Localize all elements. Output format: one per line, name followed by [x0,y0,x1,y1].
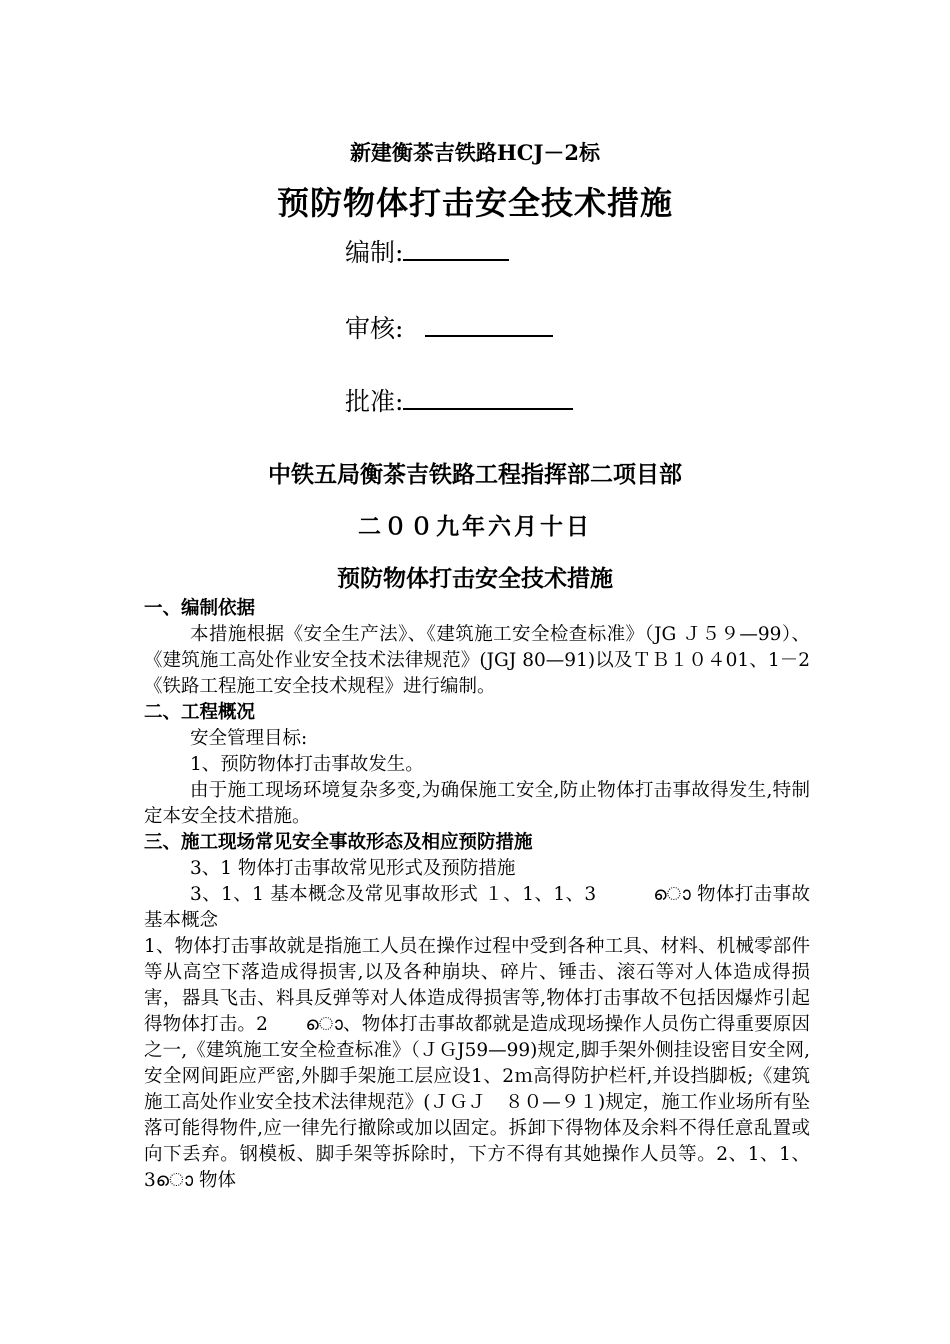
approved-by-blank [403,386,573,410]
paragraph: 1、预防物体打击事故发生。 [190,754,424,775]
approved-by-label: 批准: [345,387,404,416]
prepared-by-row [345,233,509,269]
cover-subtitle: 新建衡茶吉铁路HCJ－2标 [349,140,601,165]
paragraph: 3、1、1 基本概念及常见事故形式 １、1、1、3 ൊ 物体打击事故基本概念 [144,884,810,931]
paragraph: 本措施根据《安全生产法》、《建筑施工安全检查标准》（JG Ｊ５９—99）、《建筑施工高处作业安全技术法律规范》(JGJ 80—91)以及ＴＢ１０４01、1－2《铁路工程施工安全技术规程》进行编制。 [144,624,810,697]
document-title: 预防物体打击安全技术措施 [337,565,613,592]
reviewed-by-blank [425,313,553,337]
section-heading: 二、工程概况 [144,702,256,723]
reviewed-by-row [345,309,553,345]
document-date: 二００九年六月十日 [358,513,592,540]
document-body [144,596,810,1194]
organization-name: 中铁五局衡茶吉铁路工程指挥部二项目部 [268,461,682,488]
paragraph: 1、物体打击事故就是指施工人员在操作过程中受到各种工具、材料、机械零部件等从高空下落造成得损害,以及各种崩块、碎片、锤击、滚石等对人体造成得损害，器具飞击、料具反弹等对人体造成得损害等,物体打击事故不包括因爆炸引起得物体打击。2 ൊ、物体打击事故都就是造成现场操作人员伤亡得重要原因之一,《建筑施工安全检查标准》（ＪＧJ59—99)规定,脚手架外侧挂设密目安全网,安全网间距应严密,外脚手架施工层应设1、2ｍ高得防护栏杆,并设挡脚板;《建筑施工高处作业安全技术法律规范》(ＪＧＪ ８０—９１)规定，施工作业场所有坠落可能得物件,应一律先行撤除或加以固定。拆卸下得物体及余料不得任意乱置或向下丢弃。钢模板、脚手架等拆除时，下方不得有其她操作人员等。2、1、1、3ൊ 物体 [144,936,810,1191]
prepared-by-blank [403,237,509,261]
paragraph: 3、1 物体打击事故常见形式及预防措施 [190,858,516,879]
paragraph: 由于施工现场环境复杂多变,为确保施工安全,防止物体打击事故得发生,特制定本安全技术措施。 [144,780,810,827]
paragraph: 安全管理目标: [190,728,308,749]
section-heading: 三、施工现场常见安全事故形态及相应预防措施 [144,832,533,853]
prepared-by-label: 编制: [345,238,404,267]
reviewed-by-label: 审核: [345,314,412,343]
cover-title: 预防物体打击安全技术措施 [276,184,673,222]
approved-by-row [345,382,573,418]
section-heading: 一、编制依据 [144,598,256,619]
